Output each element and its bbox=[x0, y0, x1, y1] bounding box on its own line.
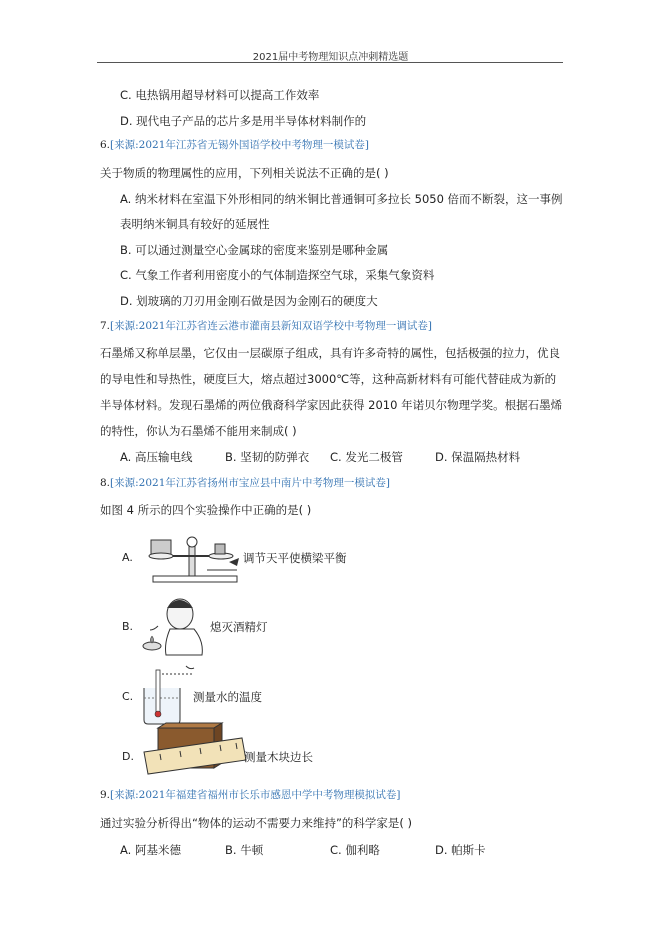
q8-option-d-letter: D. bbox=[122, 750, 134, 763]
q8-stem: 如图 4 所示的四个实验操作中正确的是( ) bbox=[100, 503, 312, 517]
q9-option-c: C. 伽利略 bbox=[330, 843, 380, 857]
q7-option-c: C. 发光二极管 bbox=[330, 450, 403, 464]
q7-option-a: A. 高压输电线 bbox=[120, 450, 193, 464]
q7-stem-line3: 半导体材料。发现石墨烯的两位俄裔科学家因此获得 2010 年诺贝尔物理学奖。根据石墨烯 bbox=[100, 398, 563, 412]
q9-option-a: A. 阿基米德 bbox=[120, 843, 181, 857]
q8-number: 8. bbox=[100, 477, 111, 489]
q9-stem: 通过实验分析得出“物体的运动不需要力来维持”的科学家是( ) bbox=[100, 816, 413, 830]
ruler-wood-block-icon bbox=[140, 722, 246, 784]
q6-option-b: B. 可以通过测量空心金属球的密度来鉴别是哪种金属 bbox=[120, 243, 389, 257]
q8-option-c-letter: C. bbox=[122, 690, 134, 703]
balance-scale-icon bbox=[145, 530, 245, 585]
q6-option-d: D. 划玻璃的刀刃用金刚石做是因为金刚石的硬度大 bbox=[120, 294, 378, 308]
q9-option-b: B. 牛顿 bbox=[225, 843, 264, 857]
header-rule bbox=[97, 62, 563, 63]
q7-source-text: [来源:2021年江苏省连云港市灌南县新知双语学校中考物理一调试卷] bbox=[110, 320, 432, 332]
q7-stem-line1: 石墨烯又称单层墨，它仅由一层碳原子组成，具有许多奇特的属性，包括极强的拉力，优良 bbox=[100, 346, 560, 360]
q8-option-a-letter: A. bbox=[122, 551, 133, 564]
q7-source bbox=[100, 320, 432, 333]
q8-option-d-caption: 测量木块边长 bbox=[244, 750, 313, 764]
q7-stem-line2: 的导电性和导热性，硬度巨大，熔点超过3000℃等，这种高新材料有可能代替硅成为新的 bbox=[100, 372, 557, 386]
q7-stem-line4: 的特性，你认为石墨烯不能用来制成( ) bbox=[100, 424, 297, 438]
q8-source bbox=[100, 477, 390, 490]
q9-source bbox=[100, 789, 400, 802]
q7-number: 7. bbox=[100, 320, 111, 332]
q6-source bbox=[100, 139, 369, 152]
q8-source-text: [来源:2021年江苏省扬州市宝应县中南片中考物理一模试卷] bbox=[110, 477, 390, 489]
q7-option-b: B. 坚韧的防弹衣 bbox=[225, 450, 310, 464]
page-header: 2021届中考物理知识点冲刺精选题 bbox=[252, 52, 409, 63]
q6-number: 6. bbox=[100, 139, 111, 151]
q8-option-b-letter: B. bbox=[122, 620, 134, 633]
q5-option-c: C. 电热锅用超导材料可以提高工作效率 bbox=[120, 88, 320, 102]
q6-option-c: C. 气象工作者利用密度小的气体制造探空气球，采集气象资料 bbox=[120, 268, 435, 282]
q6-option-a-line2: 表明纳米铜具有较好的延展性 bbox=[120, 217, 270, 231]
q6-stem: 关于物质的物理属性的应用，下列相关说法不正确的是( ) bbox=[100, 166, 389, 180]
q6-source-text: [来源:2021年江苏省无锡外国语学校中考物理一模试卷] bbox=[110, 139, 369, 151]
q6-option-a-line1: A. 纳米材料在室温下外形相同的纳米铜比普通铜可多拉长 5050 倍而不断裂，这一事例 bbox=[120, 192, 563, 206]
alcohol-lamp-person-icon bbox=[140, 596, 210, 658]
q9-number: 9. bbox=[100, 789, 111, 801]
thermometer-beaker-icon bbox=[138, 664, 198, 726]
q9-option-d: D. 帕斯卡 bbox=[435, 843, 486, 857]
q8-option-c-caption: 测量水的温度 bbox=[193, 690, 262, 704]
q5-option-d: D. 现代电子产品的芯片多是用半导体材料制作的 bbox=[120, 114, 367, 128]
q9-source-text: [来源:2021年福建省福州市长乐市感恩中学中考物理模拟试卷] bbox=[110, 789, 401, 801]
q7-option-d: D. 保温隔热材料 bbox=[435, 450, 521, 464]
q8-option-b-caption: 熄灭酒精灯 bbox=[210, 620, 268, 634]
q8-option-a-caption: 调节天平使横梁平衡 bbox=[243, 551, 347, 565]
